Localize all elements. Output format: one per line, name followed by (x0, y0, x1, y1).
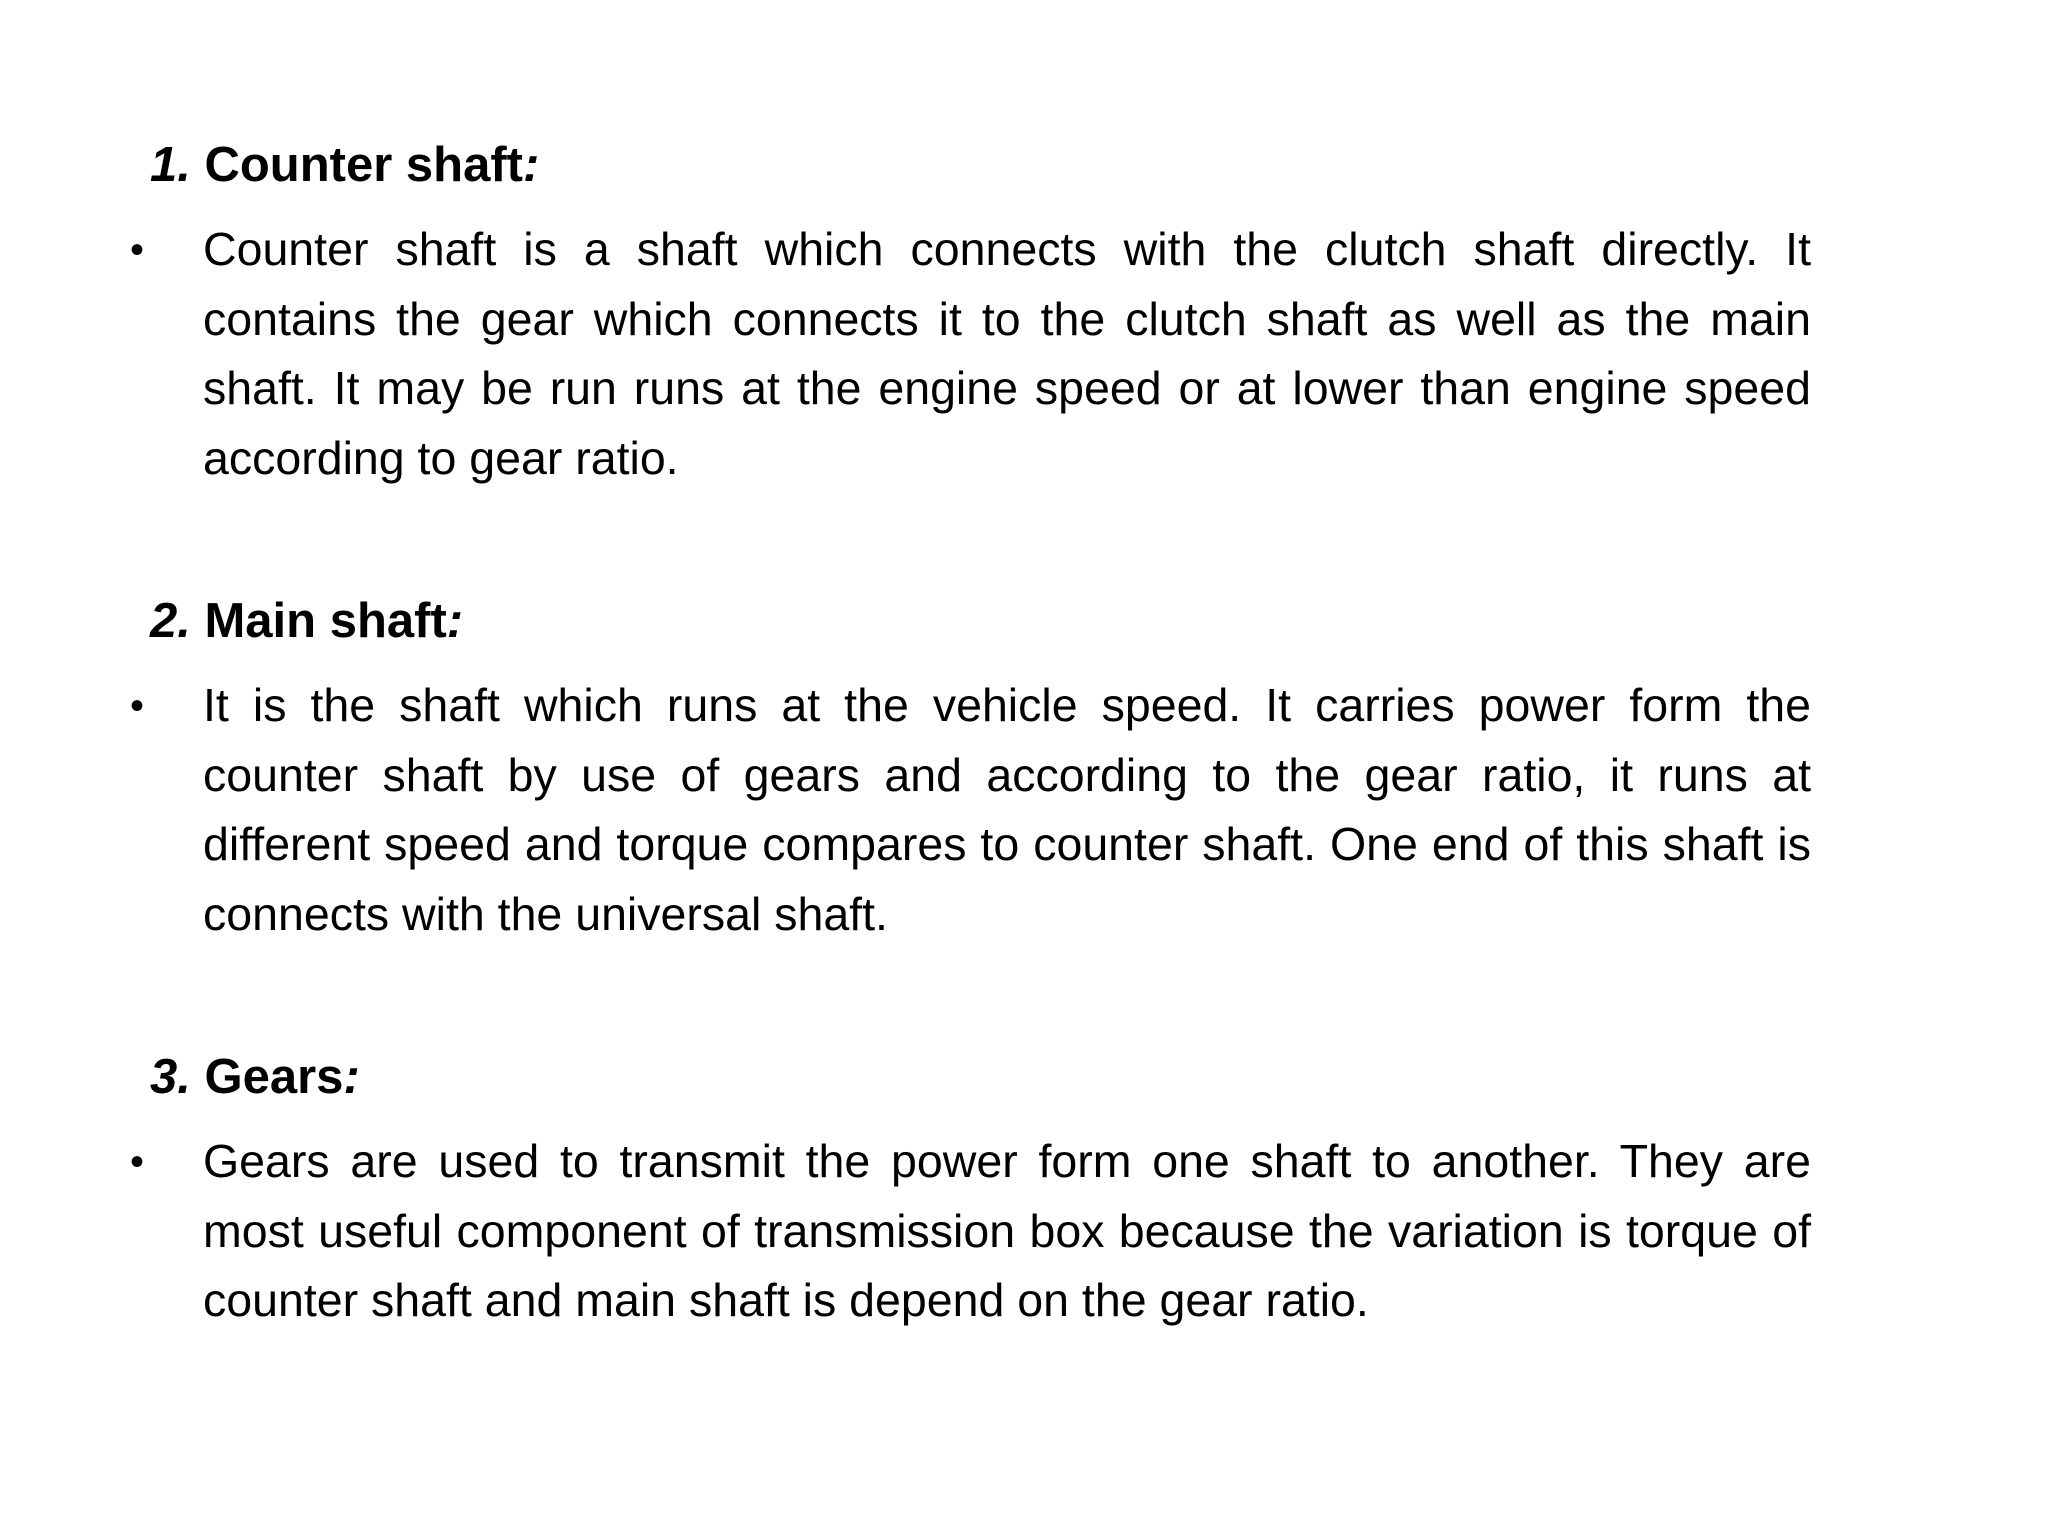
section-number: 1. (150, 138, 191, 192)
section-title: Counter shaft (190, 138, 523, 192)
section-colon: : (523, 138, 540, 192)
section-title: Gears (190, 1050, 344, 1104)
section-heading (150, 135, 539, 195)
bullet-icon: • (129, 228, 144, 272)
bullet-icon: • (129, 684, 144, 728)
section-number: 2. (150, 594, 191, 648)
section-title: Main shaft (190, 594, 447, 648)
bullet-icon: • (129, 1140, 144, 1184)
section-colon: : (343, 1050, 360, 1104)
section-heading (150, 1047, 360, 1107)
bullet-text: Counter shaft is a shaft which connects with the clutch shaft directly. It contains the gear which connects it to the clutch shaft as well as the main shaft. It may be run runs at the engine speed or at lower than engine speed according to gear ratio. (203, 223, 1811, 484)
bullet-text: Gears are used to transmit the power form one shaft to another. They are most useful component of transmission box because the variation is torque of counter shaft and main shaft is depend on the gear ratio. (203, 1135, 1811, 1326)
bullet-text: It is the shaft which runs at the vehicle speed. It carries power form the counter shaft by use of gears and according to the gear ratio, it runs at different speed and torque compares to counter shaft. One end of this shaft is connects with the universal shaft. (203, 679, 1811, 940)
section-colon: : (446, 594, 464, 648)
section-heading (150, 591, 463, 651)
section-number: 3. (150, 1050, 191, 1104)
